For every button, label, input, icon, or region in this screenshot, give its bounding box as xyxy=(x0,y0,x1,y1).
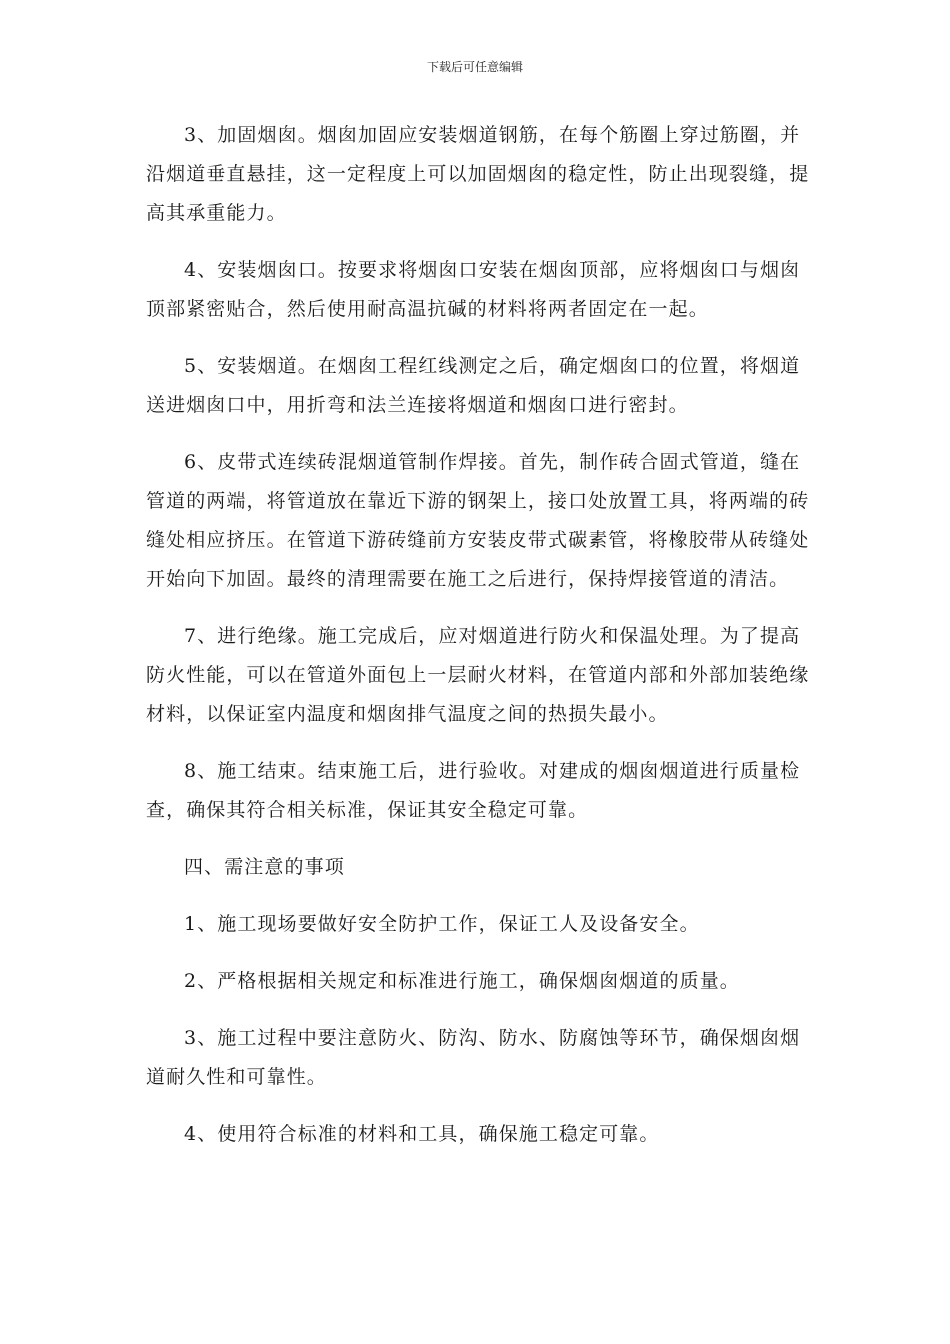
paragraph-step-4: 4、安装烟囱口。按要求将烟囱口安装在烟囱顶部，应将烟囱口与烟囱顶部紧密贴合，然后使用耐高温抗碱的材料将两者固定在一起。 xyxy=(146,259,801,320)
paragraph-step-6: 6、皮带式连续砖混烟道管制作焊接。首先，制作砖合固式管道，缝在管道的两端，将管道放在靠近下游的钢架上，接口处放置工具，将两端的砖缝处相应挤压。在管道下游砖缝前方安装皮带式碳素管，将橡胶带从砖缝处开始向下加固。最终的清理需要在施工之后进行，保持焊接管道的清洁。 xyxy=(146,451,810,590)
page-header: 下载后可任意编辑 xyxy=(426,60,523,74)
note-item-4: 4、使用符合标准的材料和工具，确保施工稳定可靠。 xyxy=(184,1123,660,1145)
note-item-1: 1、施工现场要做好安全防护工作，保证工人及设备安全。 xyxy=(184,913,700,935)
paragraph-step-3: 3、加固烟囱。烟囱加固应安装烟道钢筋，在每个筋圈上穿过筋圈，并沿烟道垂直悬挂，这一定程度上可以加固烟囱的稳定性，防止出现裂缝，提高其承重能力。 xyxy=(146,124,810,224)
note-item-3: 3、施工过程中要注意防火、防沟、防水、防腐蚀等环节，确保烟囱烟道耐久性和可靠性。 xyxy=(146,1027,801,1088)
note-item-2: 2、严格根据相关规定和标准进行施工，确保烟囱烟道的质量。 xyxy=(184,970,740,992)
paragraph-step-7: 7、进行绝缘。施工完成后，应对烟道进行防火和保温处理。为了提高防火性能，可以在管道外面包上一层耐火材料，在管道内部和外部加装绝缘材料，以保证室内温度和烟囱排气温度之间的热损失最小。 xyxy=(146,625,810,725)
paragraph-step-5: 5、安装烟道。在烟囱工程红线测定之后，确定烟囱口的位置，将烟道送进烟囱口中，用折弯和法兰连接将烟道和烟囱口进行密封。 xyxy=(146,355,801,416)
document-body xyxy=(146,116,810,1172)
paragraph-step-8: 8、施工结束。结束施工后，进行验收。对建成的烟囱烟道进行质量检查，确保其符合相关标准，保证其安全稳定可靠。 xyxy=(146,760,801,821)
section-heading: 四、需注意的事项 xyxy=(184,856,345,878)
